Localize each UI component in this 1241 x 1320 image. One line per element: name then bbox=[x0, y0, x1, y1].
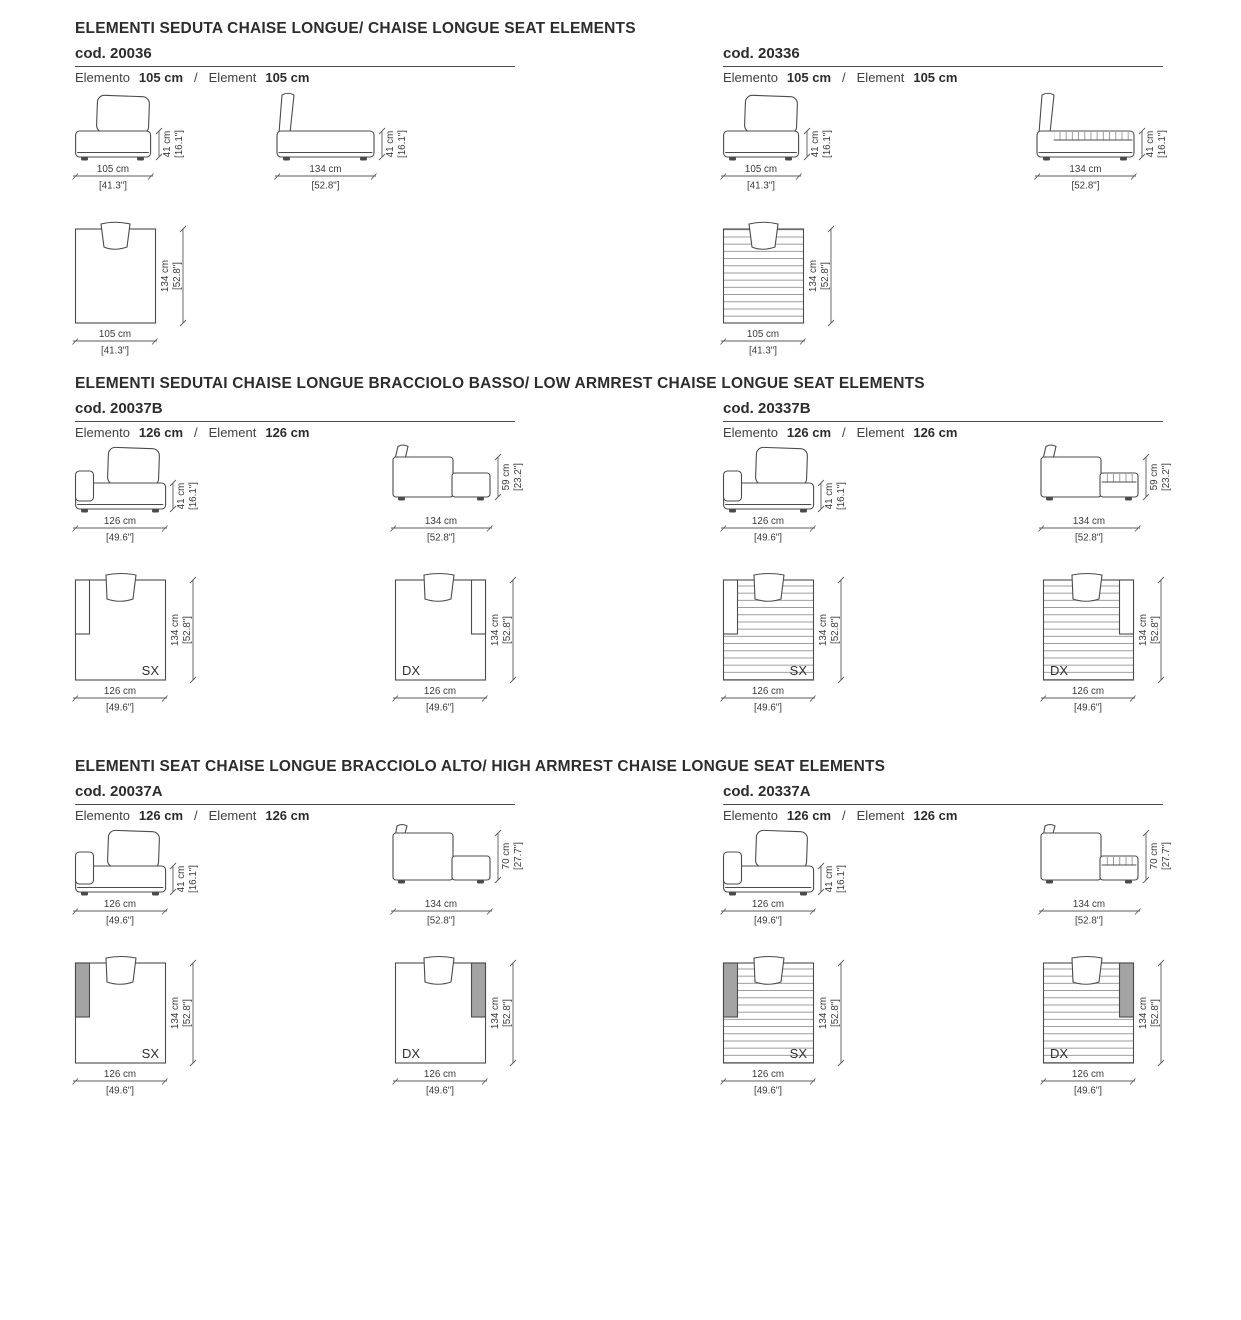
top-view-drawing-dx bbox=[395, 572, 535, 722]
element-spec bbox=[75, 70, 309, 85]
spec-label-en: Element bbox=[856, 808, 905, 823]
orientation-label: SX bbox=[141, 663, 159, 678]
depth-dim-in: [52.8"] bbox=[502, 616, 513, 644]
chaise-seat bbox=[452, 856, 490, 880]
width-dim-cm: 126 cm bbox=[423, 1069, 457, 1080]
spec-slash: / bbox=[842, 808, 846, 823]
depth-dim-in: [52.8"] bbox=[502, 999, 513, 1027]
panel-cod-20337A bbox=[723, 783, 1183, 1123]
width-dim-in: [49.6"] bbox=[754, 702, 782, 714]
spec-size-en: 105 cm bbox=[265, 70, 310, 85]
backrest-cushion bbox=[96, 95, 149, 134]
spec-size-en: 126 cm bbox=[265, 425, 310, 440]
armrest-plan bbox=[1120, 963, 1134, 1017]
width-dim-cm: 126 cm bbox=[423, 686, 457, 697]
depth-dim-in: [52.8"] bbox=[172, 262, 183, 290]
low-armrest bbox=[724, 471, 742, 501]
headrest-cushion bbox=[424, 957, 454, 985]
height-dim-cm: 70 cm bbox=[501, 842, 512, 870]
width-dim-in: [49.6"] bbox=[106, 1085, 134, 1097]
panel-cod-20037A bbox=[75, 783, 535, 1123]
depth-dim-in: [52.8"] bbox=[427, 915, 455, 927]
width-dim-cm: 105 cm bbox=[744, 164, 778, 175]
width-dim-in: [49.6"] bbox=[426, 702, 454, 714]
armrest-plan bbox=[76, 963, 90, 1017]
height-dim-in: [23.2"] bbox=[1161, 463, 1172, 491]
height-dim-cm: 59 cm bbox=[501, 463, 512, 491]
spec-size-it: 126 cm bbox=[786, 425, 832, 440]
width-dim-in: [49.6"] bbox=[106, 532, 134, 544]
depth-dim-in: [52.8"] bbox=[182, 999, 193, 1027]
height-dim-in: [16.1"] bbox=[1157, 130, 1168, 158]
depth-dim-cm: 134 cm bbox=[808, 259, 819, 293]
width-dim-in: [49.6"] bbox=[754, 915, 782, 927]
height-dim-in: [16.1"] bbox=[397, 130, 408, 158]
width-dim-cm: 126 cm bbox=[1071, 1069, 1105, 1080]
divider bbox=[723, 804, 1163, 805]
front-view-drawing bbox=[75, 828, 200, 932]
depth-dim-in: [52.8"] bbox=[311, 180, 340, 192]
depth-dim-in: [52.8"] bbox=[1150, 999, 1161, 1027]
width-dim-cm: 126 cm bbox=[751, 899, 785, 910]
product-code: cod. 20336 bbox=[723, 45, 800, 62]
spec-label-it: Elemento bbox=[723, 425, 778, 440]
depth-dim-cm: 134 cm bbox=[170, 613, 181, 647]
width-dim-in: [49.6"] bbox=[426, 1085, 454, 1097]
depth-dim-in: [52.8"] bbox=[830, 616, 841, 644]
product-code: cod. 20337B bbox=[723, 400, 811, 417]
depth-dim-in: [52.8"] bbox=[1071, 180, 1100, 192]
height-dim-in: [16.1"] bbox=[174, 130, 185, 158]
spec-slash: / bbox=[194, 425, 198, 440]
height-dim-in: [16.1"] bbox=[836, 482, 847, 510]
width-dim-in: [41.3"] bbox=[747, 180, 775, 192]
spec-label-it: Elemento bbox=[75, 425, 130, 440]
front-view-drawing bbox=[75, 445, 200, 549]
seat-quilting bbox=[1054, 132, 1132, 140]
divider bbox=[723, 66, 1163, 67]
top-view-drawing bbox=[723, 223, 853, 365]
depth-dim-cm: 134 cm bbox=[424, 899, 458, 910]
depth-dim-in: [52.8"] bbox=[1150, 616, 1161, 644]
width-dim-cm: 126 cm bbox=[751, 686, 785, 697]
height-dim-in: [16.1"] bbox=[836, 865, 847, 893]
width-dim-in: [41.3"] bbox=[101, 345, 129, 357]
spec-size-en: 126 cm bbox=[913, 808, 958, 823]
width-dim-cm: 126 cm bbox=[103, 1069, 137, 1080]
depth-dim-cm: 134 cm bbox=[1072, 899, 1106, 910]
side-view-drawing bbox=[1021, 828, 1183, 932]
element-spec bbox=[75, 425, 309, 440]
backrest-profile bbox=[279, 93, 294, 133]
spec-size-it: 126 cm bbox=[138, 425, 184, 440]
backrest-cushion bbox=[755, 830, 807, 869]
side-view-drawing bbox=[257, 93, 417, 197]
headrest-cushion bbox=[106, 574, 136, 602]
top-view-drawing-sx bbox=[723, 955, 863, 1105]
width-dim-in: [49.6"] bbox=[754, 1085, 782, 1097]
side-view-drawing bbox=[1021, 445, 1183, 549]
divider bbox=[75, 66, 515, 67]
spec-size-en: 126 cm bbox=[913, 425, 958, 440]
height-dim-in: [27.7"] bbox=[1161, 842, 1172, 870]
panel-cod-20036 bbox=[75, 45, 535, 385]
width-dim-in: [41.3"] bbox=[749, 345, 777, 357]
width-dim-cm: 126 cm bbox=[103, 686, 137, 697]
width-dim-cm: 126 cm bbox=[751, 1069, 785, 1080]
width-dim-cm: 105 cm bbox=[96, 164, 130, 175]
high-armrest bbox=[76, 852, 94, 884]
seat-body bbox=[76, 131, 151, 157]
depth-dim-cm: 134 cm bbox=[1138, 996, 1149, 1030]
spec-label-it: Elemento bbox=[75, 808, 130, 823]
backrest-profile bbox=[1039, 93, 1054, 133]
divider bbox=[723, 421, 1163, 422]
armrest-plan bbox=[472, 580, 486, 634]
spec-size-en: 126 cm bbox=[265, 808, 310, 823]
height-dim-cm: 41 cm bbox=[162, 130, 173, 158]
element-spec bbox=[723, 70, 957, 85]
orientation-label: DX bbox=[1050, 663, 1069, 678]
armrest-profile bbox=[1041, 457, 1101, 497]
armrest-plan bbox=[76, 580, 90, 634]
height-dim-cm: 70 cm bbox=[1149, 842, 1160, 870]
side-view-drawing bbox=[373, 828, 535, 932]
height-dim-in: [27.7"] bbox=[513, 842, 524, 870]
depth-dim-cm: 134 cm bbox=[490, 613, 501, 647]
width-dim-in: [49.6"] bbox=[106, 915, 134, 927]
spec-size-it: 105 cm bbox=[786, 70, 832, 85]
headrest-cushion bbox=[749, 222, 778, 249]
depth-dim-in: [52.8"] bbox=[1075, 532, 1103, 544]
depth-dim-cm: 134 cm bbox=[818, 996, 829, 1030]
high-armrest bbox=[724, 852, 742, 884]
height-dim-cm: 41 cm bbox=[810, 130, 821, 158]
element-spec bbox=[723, 425, 957, 440]
top-view-drawing-sx bbox=[723, 572, 863, 722]
spec-label-it: Elemento bbox=[723, 808, 778, 823]
front-view-drawing bbox=[723, 93, 841, 197]
spec-label-en: Element bbox=[208, 808, 257, 823]
front-view-drawing bbox=[75, 93, 193, 197]
spec-slash: / bbox=[842, 425, 846, 440]
divider bbox=[75, 421, 515, 422]
armrest-profile bbox=[393, 457, 453, 497]
product-code: cod. 20036 bbox=[75, 45, 152, 62]
width-dim-cm: 126 cm bbox=[103, 899, 137, 910]
low-armrest bbox=[76, 471, 94, 501]
side-view-drawing bbox=[1017, 93, 1177, 197]
width-dim-cm: 105 cm bbox=[98, 329, 132, 340]
headrest-cushion bbox=[1072, 957, 1102, 985]
height-dim-cm: 41 cm bbox=[385, 130, 396, 158]
top-view-drawing bbox=[75, 223, 205, 365]
armrest-plan bbox=[724, 580, 738, 634]
spec-label-it: Elemento bbox=[75, 70, 130, 85]
side-view-drawing bbox=[373, 445, 535, 549]
spec-label-en: Element bbox=[208, 425, 257, 440]
element-spec bbox=[723, 808, 957, 823]
spec-size-it: 126 cm bbox=[138, 808, 184, 823]
front-view-drawing bbox=[723, 828, 848, 932]
height-dim-in: [16.1"] bbox=[188, 865, 199, 893]
seat-quilting bbox=[1102, 857, 1136, 865]
backrest-cushion bbox=[744, 95, 797, 134]
seat-quilting bbox=[1102, 474, 1136, 482]
spec-size-it: 105 cm bbox=[138, 70, 184, 85]
headrest-cushion bbox=[424, 574, 454, 602]
headrest-cushion bbox=[106, 957, 136, 985]
depth-dim-cm: 134 cm bbox=[490, 996, 501, 1030]
width-dim-in: [49.6"] bbox=[754, 532, 782, 544]
depth-dim-cm: 134 cm bbox=[170, 996, 181, 1030]
depth-dim-cm: 134 cm bbox=[160, 259, 171, 293]
depth-dim-in: [52.8"] bbox=[820, 262, 831, 290]
top-view-drawing-dx bbox=[1043, 955, 1183, 1105]
depth-dim-cm: 134 cm bbox=[424, 516, 458, 527]
backrest-cushion bbox=[107, 447, 159, 486]
product-code: cod. 20337A bbox=[723, 783, 811, 800]
panel-cod-20337B bbox=[723, 400, 1183, 740]
section-title: ELEMENTI SEAT CHAISE LONGUE BRACCIOLO ALTO/ HIGH ARMREST CHAISE LONGUE SEAT ELEMENTS bbox=[75, 758, 886, 775]
seat-body bbox=[277, 131, 374, 157]
headrest-cushion bbox=[754, 574, 784, 602]
depth-dim-cm: 134 cm bbox=[818, 613, 829, 647]
orientation-label: DX bbox=[402, 1046, 421, 1061]
height-dim-cm: 41 cm bbox=[1145, 130, 1156, 158]
orientation-label: SX bbox=[789, 663, 807, 678]
armrest-plan bbox=[472, 963, 486, 1017]
width-dim-cm: 126 cm bbox=[1071, 686, 1105, 697]
armrest-plan bbox=[1120, 580, 1134, 634]
width-dim-in: [41.3"] bbox=[99, 180, 127, 192]
depth-dim-in: [52.8"] bbox=[830, 999, 841, 1027]
spec-label-en: Element bbox=[208, 70, 257, 85]
product-code: cod. 20037A bbox=[75, 783, 163, 800]
height-dim-in: [16.1"] bbox=[822, 130, 833, 158]
depth-dim-in: [52.8"] bbox=[427, 532, 455, 544]
width-dim-cm: 126 cm bbox=[751, 516, 785, 527]
orientation-label: DX bbox=[402, 663, 421, 678]
height-dim-cm: 41 cm bbox=[176, 865, 187, 893]
width-dim-cm: 126 cm bbox=[103, 516, 137, 527]
depth-dim-cm: 134 cm bbox=[1138, 613, 1149, 647]
spec-label-en: Element bbox=[856, 70, 905, 85]
element-spec bbox=[75, 808, 309, 823]
top-view-drawing-dx bbox=[395, 955, 535, 1105]
section-title: ELEMENTI SEDUTAI CHAISE LONGUE BRACCIOLO BASSO/ LOW ARMREST CHAISE LONGUE SEAT ELEMENTS bbox=[75, 375, 925, 392]
seat-body bbox=[724, 131, 799, 157]
spec-size-en: 105 cm bbox=[913, 70, 958, 85]
orientation-label: SX bbox=[141, 1046, 159, 1061]
spec-label-it: Elemento bbox=[723, 70, 778, 85]
chaise-seat bbox=[452, 473, 490, 497]
orientation-label: DX bbox=[1050, 1046, 1069, 1061]
depth-dim-cm: 134 cm bbox=[1072, 516, 1106, 527]
panel-cod-20037B bbox=[75, 400, 535, 740]
armrest-profile bbox=[1041, 833, 1101, 880]
panel-cod-20336 bbox=[723, 45, 1183, 385]
armrest-plan bbox=[724, 963, 738, 1017]
height-dim-in: [16.1"] bbox=[188, 482, 199, 510]
section-title: ELEMENTI SEDUTA CHAISE LONGUE/ CHAISE LONGUE SEAT ELEMENTS bbox=[75, 20, 636, 37]
spec-slash: / bbox=[194, 70, 198, 85]
depth-dim-in: [52.8"] bbox=[182, 616, 193, 644]
headrest-cushion bbox=[101, 222, 130, 249]
width-dim-in: [49.6"] bbox=[106, 702, 134, 714]
depth-dim-in: [52.8"] bbox=[1075, 915, 1103, 927]
top-view-drawing-dx bbox=[1043, 572, 1183, 722]
headrest-cushion bbox=[1072, 574, 1102, 602]
orientation-label: SX bbox=[789, 1046, 807, 1061]
spec-size-it: 126 cm bbox=[786, 808, 832, 823]
spec-slash: / bbox=[194, 808, 198, 823]
armrest-profile bbox=[393, 833, 453, 880]
top-view-drawing-sx bbox=[75, 572, 215, 722]
front-view-drawing bbox=[723, 445, 848, 549]
width-dim-in: [49.6"] bbox=[1074, 702, 1102, 714]
spec-slash: / bbox=[842, 70, 846, 85]
backrest-cushion bbox=[107, 830, 159, 869]
divider bbox=[75, 804, 515, 805]
width-dim-in: [49.6"] bbox=[1074, 1085, 1102, 1097]
headrest-cushion bbox=[754, 957, 784, 985]
depth-dim-cm: 134 cm bbox=[1069, 164, 1102, 175]
height-dim-cm: 41 cm bbox=[824, 482, 835, 510]
spec-label-en: Element bbox=[856, 425, 905, 440]
width-dim-cm: 105 cm bbox=[746, 329, 780, 340]
depth-dim-cm: 134 cm bbox=[309, 164, 342, 175]
backrest-cushion bbox=[755, 447, 807, 486]
top-view-drawing-sx bbox=[75, 955, 215, 1105]
product-code: cod. 20037B bbox=[75, 400, 163, 417]
height-dim-cm: 59 cm bbox=[1149, 463, 1160, 491]
height-dim-cm: 41 cm bbox=[824, 865, 835, 893]
height-dim-in: [23.2"] bbox=[513, 463, 524, 491]
height-dim-cm: 41 cm bbox=[176, 482, 187, 510]
